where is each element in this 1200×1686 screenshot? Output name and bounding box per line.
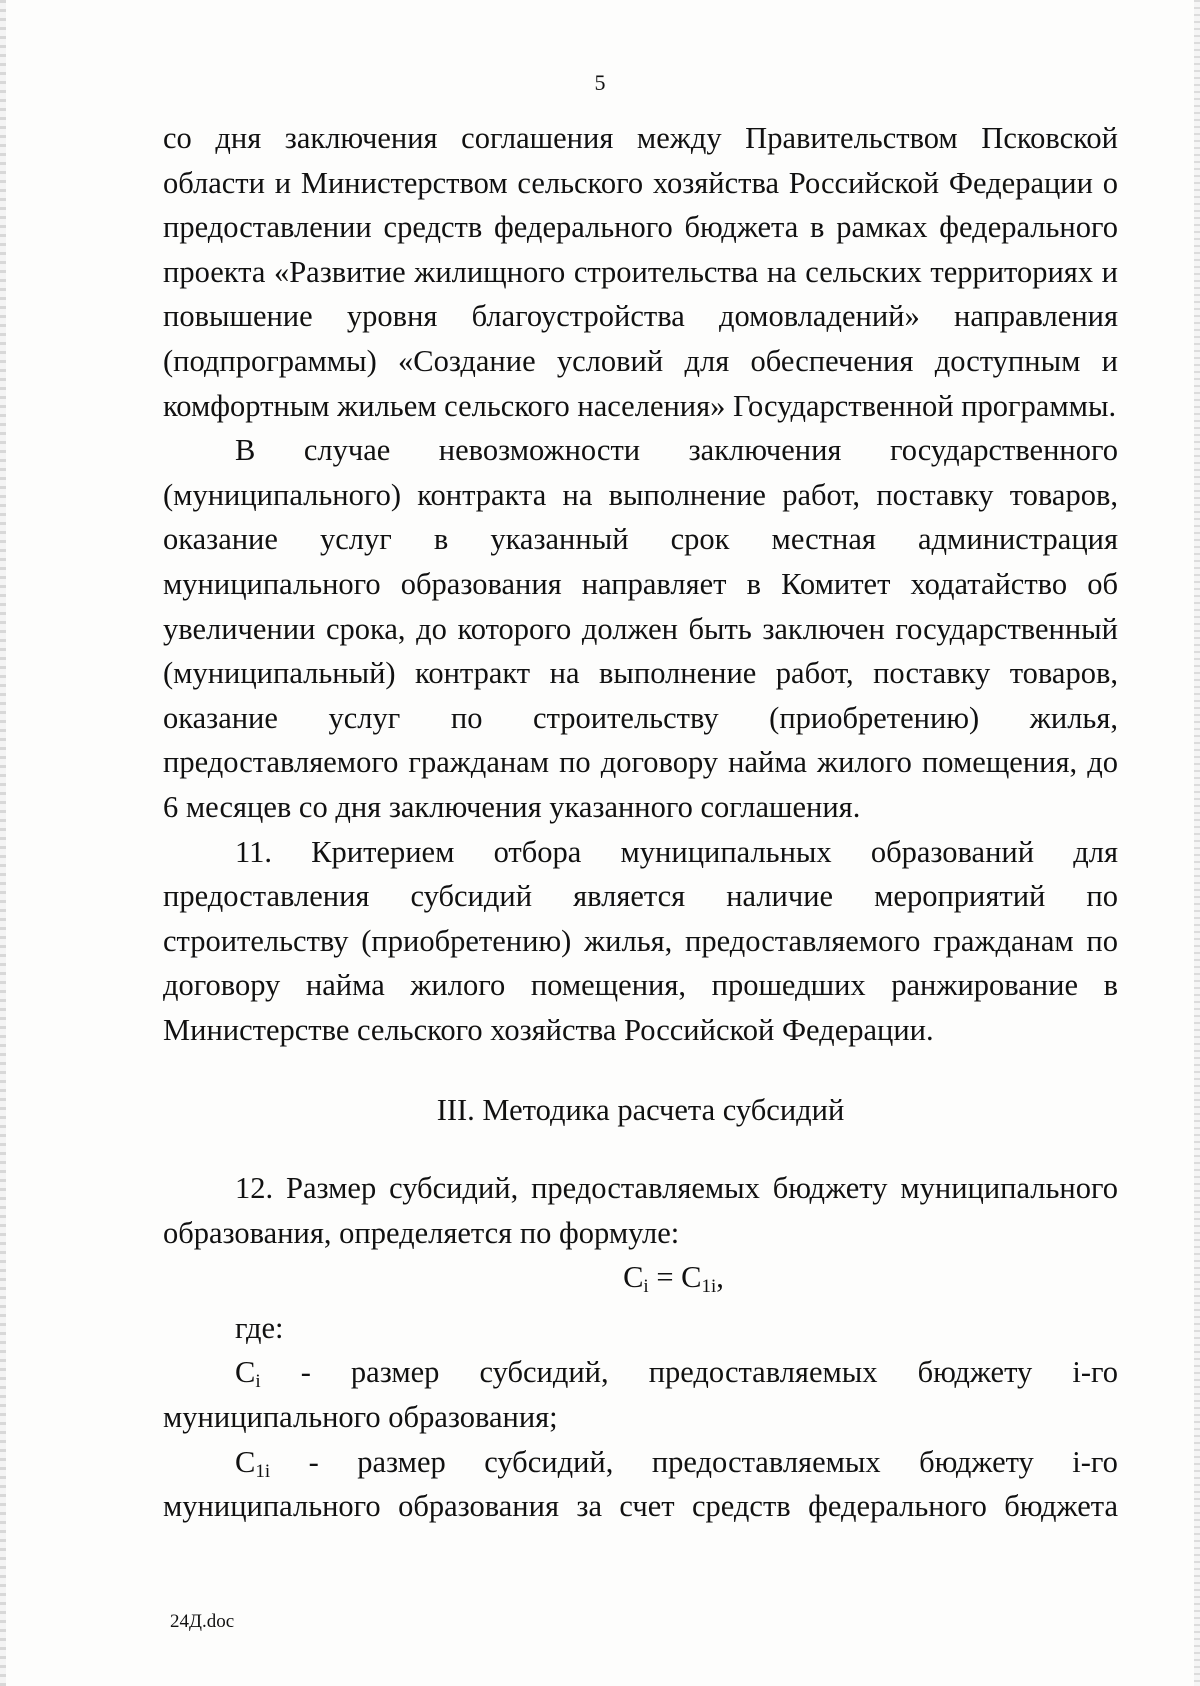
scan-edge-left: [0, 0, 6, 1686]
definition-word: -: [300, 1355, 311, 1390]
formula-lhs-subscript: i: [643, 1276, 649, 1298]
definition-word: бюджету: [917, 1355, 1033, 1390]
formula-equals: =: [648, 1260, 682, 1295]
definition-rest: муниципального образования;: [163, 1400, 558, 1435]
definition-word: размер: [357, 1444, 446, 1479]
definition-word: размер: [350, 1355, 440, 1390]
where-label: где:: [235, 1310, 284, 1345]
formula-trailing-comma: ,: [716, 1260, 724, 1295]
definition-symbol: $C_i$: [235, 1355, 261, 1393]
definition-word: i-го: [1072, 1444, 1118, 1479]
scan-edge-right: [1194, 0, 1200, 1686]
paragraph-12-subsidy-size: 12. Размер субсидий, предоставляемых бюджету муниципального образования, определяется по формуле:: [163, 1171, 1118, 1250]
formula-rhs-subscript: 1i: [701, 1276, 717, 1298]
definition-word: субсидий,: [479, 1355, 609, 1390]
document-body: [163, 116, 1118, 1529]
definition-word: -: [308, 1444, 319, 1479]
definition-word: предоставляемых: [648, 1355, 878, 1390]
file-name-footer: 24Д.doc: [170, 1611, 235, 1632]
definition-word: бюджету: [919, 1444, 1034, 1479]
formula-lhs: C: [623, 1260, 644, 1295]
definition-symbol: $C_{1i}$: [235, 1444, 271, 1482]
definition-ci: [163, 1350, 1118, 1439]
formula-rhs: C: [681, 1260, 702, 1295]
definition-line: [235, 1350, 1118, 1395]
definition-c1i: [163, 1440, 1118, 1529]
page-number: 5: [594, 70, 606, 95]
subsidy-formula: [163, 1255, 1118, 1300]
definition-word: предоставляемых: [651, 1444, 881, 1479]
paragraph-11-selection-criterion: 11. Критерием отбора муниципальных образований для предоставления субсидий является наличие мероприятий по строительству (приобретению) жилья, предоставляемого гражданам по договору найма жилого помещения, прошедших ранжирование в Министерстве сельского хозяйства Российской Федерации.: [163, 834, 1118, 1047]
definition-word: субсидий,: [484, 1444, 614, 1479]
definition-line: [235, 1440, 1118, 1485]
definition-word: i-го: [1072, 1355, 1118, 1390]
definition-rest: муниципального образования за счет средств федерального бюджета: [163, 1489, 1118, 1524]
paragraph-contract-extension: В случае невозможности заключения государственного (муниципального) контракта на выполнение работ, поставку товаров, оказание услуг в указанный срок местная администрация муниципального образования направляет в Комитет ходатайство об увеличении срока, до которого должен быть заключен государственный (муниципальный) контракт на выполнение работ, поставку товаров, оказание услуг по строительству (приобретению) жилья, предоставляемого гражданам по договору найма жилого помещения, до 6 месяцев со дня заключения указанного соглашения.: [163, 433, 1118, 824]
section-heading: III. Методика расчета субсидий: [436, 1093, 845, 1128]
paragraph-continuation: со дня заключения соглашения между Правительством Псковской области и Министерством сельского хозяйства Российской Федерации о предоставлении средств федерального бюджета в рамках федерального проекта «Развитие жилищного строительства на сельских территориях и повышение уровня благоустройства домовладений» направления (подпрограммы) «Создание условий для обеспечения доступным и комфортным жильем сельского населения» Государственной программы.: [163, 121, 1118, 423]
